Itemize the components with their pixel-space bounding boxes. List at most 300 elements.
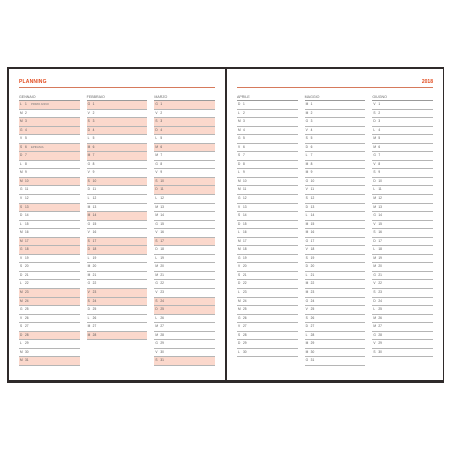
day-row[interactable] bbox=[237, 118, 298, 127]
day-row[interactable] bbox=[372, 332, 433, 341]
weekday-initial: D bbox=[87, 127, 90, 132]
day-row[interactable] bbox=[372, 272, 433, 281]
weekday-initial: V bbox=[20, 255, 23, 260]
day-number: 24 bbox=[92, 298, 97, 303]
weekday-initial: V bbox=[155, 230, 158, 235]
day-number: 28 bbox=[160, 332, 164, 337]
weekday-initial: L bbox=[238, 349, 240, 354]
day-number: 19 bbox=[25, 255, 29, 260]
weekday-initial: M bbox=[155, 332, 158, 337]
day-number: 1 bbox=[310, 102, 313, 106]
day-row[interactable] bbox=[305, 212, 366, 221]
weekday-initial: V bbox=[155, 110, 158, 115]
day-row[interactable] bbox=[372, 186, 433, 195]
day-number: 26 bbox=[25, 315, 29, 320]
day-row[interactable] bbox=[237, 169, 298, 178]
day-number: 27 bbox=[92, 324, 97, 329]
day-row[interactable] bbox=[19, 221, 80, 230]
day-row[interactable] bbox=[87, 169, 148, 178]
day-row[interactable] bbox=[154, 161, 215, 170]
day-row[interactable] bbox=[87, 204, 148, 213]
day-row[interactable] bbox=[305, 144, 366, 153]
day-row[interactable] bbox=[237, 289, 298, 298]
day-number: 16 bbox=[92, 230, 97, 235]
day-row[interactable] bbox=[154, 204, 215, 213]
day-row[interactable] bbox=[19, 272, 80, 281]
day-row[interactable] bbox=[372, 101, 433, 110]
day-number: 6 bbox=[160, 144, 163, 149]
day-row[interactable] bbox=[87, 229, 148, 238]
day-row[interactable] bbox=[237, 110, 298, 119]
day-row[interactable] bbox=[19, 255, 80, 264]
day-row[interactable] bbox=[19, 323, 80, 332]
weekday-initial: L bbox=[20, 221, 22, 226]
day-row[interactable] bbox=[87, 144, 148, 153]
day-row[interactable] bbox=[237, 144, 298, 153]
weekday-initial: D bbox=[155, 187, 158, 192]
day-number: 9 bbox=[25, 170, 27, 175]
day-row[interactable] bbox=[237, 238, 298, 247]
day-row[interactable] bbox=[87, 315, 148, 324]
day-row[interactable] bbox=[305, 195, 366, 204]
day-row[interactable] bbox=[154, 169, 215, 178]
day-row[interactable] bbox=[87, 195, 148, 204]
day-row[interactable] bbox=[154, 186, 215, 195]
weekday-initial: M bbox=[373, 255, 376, 260]
day-row[interactable] bbox=[154, 152, 215, 161]
day-row[interactable] bbox=[237, 255, 298, 264]
day-row[interactable] bbox=[154, 255, 215, 264]
day-row[interactable] bbox=[154, 101, 215, 110]
day-row[interactable] bbox=[19, 195, 80, 204]
weekday-initial: L bbox=[305, 153, 308, 158]
day-row[interactable] bbox=[372, 306, 433, 315]
day-row[interactable] bbox=[305, 255, 366, 264]
day-row[interactable] bbox=[372, 255, 433, 264]
day-row[interactable] bbox=[154, 289, 215, 298]
day-row[interactable] bbox=[372, 127, 433, 136]
day-row[interactable] bbox=[154, 246, 215, 255]
day-row[interactable] bbox=[305, 229, 366, 238]
day-row[interactable] bbox=[305, 101, 366, 110]
day-row[interactable] bbox=[87, 255, 148, 264]
weekday-initial: V bbox=[238, 144, 241, 149]
day-number: 22 bbox=[92, 281, 97, 286]
day-row[interactable] bbox=[154, 195, 215, 204]
day-number: 23 bbox=[92, 290, 97, 295]
day-row[interactable] bbox=[19, 178, 80, 187]
weekday-initial: S bbox=[373, 170, 376, 175]
day-row[interactable] bbox=[87, 118, 148, 127]
day-number: 13 bbox=[378, 204, 382, 209]
day-row[interactable] bbox=[372, 298, 433, 307]
day-row[interactable] bbox=[372, 178, 433, 187]
day-row[interactable] bbox=[305, 306, 366, 315]
weekday-initial: D bbox=[305, 204, 308, 209]
weekday-initial: D bbox=[373, 178, 376, 183]
day-row[interactable] bbox=[237, 195, 298, 204]
day-note: EPIFANIA bbox=[31, 144, 44, 149]
day-row[interactable] bbox=[87, 323, 148, 332]
day-number: 15 bbox=[160, 221, 164, 226]
day-row[interactable] bbox=[372, 315, 433, 324]
day-number: 17 bbox=[310, 238, 315, 243]
day-row[interactable] bbox=[305, 178, 366, 187]
day-number: 15 bbox=[243, 221, 247, 226]
day-row[interactable] bbox=[87, 298, 148, 307]
page-year: 2018 bbox=[421, 79, 433, 85]
day-row[interactable] bbox=[87, 212, 148, 221]
day-number: 31 bbox=[310, 358, 315, 363]
day-row[interactable] bbox=[87, 178, 148, 187]
day-row[interactable] bbox=[372, 195, 433, 204]
day-row[interactable] bbox=[19, 161, 80, 170]
day-number: 13 bbox=[92, 204, 97, 209]
day-row[interactable] bbox=[305, 161, 366, 170]
day-row[interactable] bbox=[237, 212, 298, 221]
weekday-initial: D bbox=[20, 213, 23, 218]
day-row[interactable] bbox=[19, 246, 80, 255]
day-row[interactable] bbox=[372, 349, 433, 358]
weekday-initial: G bbox=[155, 221, 158, 226]
day-row[interactable] bbox=[154, 110, 215, 119]
weekday-initial: V bbox=[305, 307, 308, 312]
weekday-initial: M bbox=[20, 290, 23, 295]
day-number: 5 bbox=[92, 136, 95, 141]
day-row[interactable] bbox=[154, 212, 215, 221]
day-row[interactable] bbox=[305, 272, 366, 281]
day-row[interactable] bbox=[305, 332, 366, 341]
day-row[interactable] bbox=[237, 340, 298, 349]
weekday-initial: S bbox=[20, 144, 23, 149]
page-title: PLANNING bbox=[19, 79, 47, 85]
weekday-initial: G bbox=[155, 161, 158, 166]
month-column bbox=[154, 95, 215, 366]
day-row[interactable] bbox=[372, 246, 433, 255]
day-row[interactable] bbox=[372, 212, 433, 221]
weekday-initial: D bbox=[155, 127, 158, 132]
day-number: 30 bbox=[310, 349, 315, 354]
day-row[interactable] bbox=[87, 246, 148, 255]
day-row[interactable] bbox=[19, 238, 80, 247]
day-number: 7 bbox=[378, 153, 381, 158]
weekday-initial: S bbox=[238, 272, 241, 277]
day-number: 3 bbox=[92, 119, 95, 124]
day-row[interactable] bbox=[154, 118, 215, 127]
day-row[interactable] bbox=[237, 263, 298, 272]
weekday-initial: M bbox=[87, 332, 91, 337]
day-number: 23 bbox=[243, 290, 247, 295]
day-row[interactable] bbox=[305, 246, 366, 255]
day-number: 20 bbox=[160, 264, 164, 269]
day-row[interactable] bbox=[19, 144, 80, 153]
weekday-initial: D bbox=[373, 119, 376, 124]
day-number: 26 bbox=[243, 315, 247, 320]
day-row[interactable] bbox=[87, 135, 148, 144]
day-row[interactable] bbox=[154, 263, 215, 272]
day-row[interactable] bbox=[19, 280, 80, 289]
day-row[interactable] bbox=[305, 238, 366, 247]
day-row[interactable] bbox=[154, 127, 215, 136]
day-row[interactable] bbox=[237, 323, 298, 332]
day-row[interactable] bbox=[87, 127, 148, 136]
day-row[interactable] bbox=[19, 298, 80, 307]
day-number: 3 bbox=[25, 119, 27, 124]
day-row[interactable] bbox=[87, 306, 148, 315]
day-row[interactable] bbox=[154, 349, 215, 358]
day-row[interactable] bbox=[237, 315, 298, 324]
day-row[interactable] bbox=[19, 152, 80, 161]
weekday-initial: D bbox=[155, 307, 158, 312]
weekday-initial: V bbox=[87, 110, 90, 115]
weekday-initial: G bbox=[238, 255, 241, 260]
day-row[interactable] bbox=[305, 315, 366, 324]
day-row[interactable] bbox=[305, 340, 366, 349]
day-row[interactable] bbox=[372, 263, 433, 272]
weekday-initial: L bbox=[87, 315, 90, 320]
day-row[interactable] bbox=[154, 144, 215, 153]
day-row[interactable] bbox=[372, 169, 433, 178]
day-row[interactable] bbox=[154, 298, 215, 307]
day-row[interactable] bbox=[19, 169, 80, 178]
day-row[interactable] bbox=[154, 315, 215, 324]
day-row[interactable] bbox=[19, 332, 80, 341]
day-number: 10 bbox=[25, 178, 29, 183]
day-number: 14 bbox=[378, 213, 382, 218]
day-row[interactable] bbox=[372, 289, 433, 298]
weekday-initial: S bbox=[20, 264, 23, 269]
day-row[interactable] bbox=[305, 135, 366, 144]
day-row[interactable] bbox=[154, 323, 215, 332]
day-number: 14 bbox=[243, 213, 247, 218]
day-row[interactable] bbox=[237, 186, 298, 195]
day-row[interactable] bbox=[237, 349, 298, 358]
day-row[interactable] bbox=[19, 315, 80, 324]
day-row[interactable] bbox=[305, 204, 366, 213]
day-row[interactable] bbox=[19, 186, 80, 195]
day-row[interactable] bbox=[19, 263, 80, 272]
day-row[interactable] bbox=[237, 272, 298, 281]
day-number: 20 bbox=[310, 264, 315, 269]
day-row[interactable] bbox=[154, 332, 215, 341]
day-number: 23 bbox=[378, 290, 382, 295]
weekday-initial: S bbox=[373, 230, 376, 235]
day-row[interactable] bbox=[154, 340, 215, 349]
weekday-initial: V bbox=[373, 161, 376, 166]
day-row[interactable] bbox=[19, 289, 80, 298]
day-row[interactable] bbox=[19, 306, 80, 315]
weekday-initial: M bbox=[87, 272, 91, 277]
day-number: 13 bbox=[25, 204, 29, 209]
day-row[interactable] bbox=[305, 110, 366, 119]
day-row[interactable] bbox=[19, 204, 80, 213]
day-row[interactable] bbox=[305, 118, 366, 127]
day-row[interactable] bbox=[372, 323, 433, 332]
day-row[interactable] bbox=[372, 221, 433, 230]
day-row[interactable] bbox=[154, 178, 215, 187]
day-row[interactable] bbox=[305, 357, 366, 366]
day-number: 13 bbox=[160, 204, 164, 209]
day-number: 18 bbox=[378, 247, 382, 252]
weekday-initial: L bbox=[373, 247, 376, 252]
day-row[interactable] bbox=[237, 221, 298, 230]
day-row[interactable] bbox=[305, 186, 366, 195]
day-row[interactable] bbox=[305, 289, 366, 298]
day-row[interactable] bbox=[19, 135, 80, 144]
day-row[interactable] bbox=[19, 212, 80, 221]
day-row[interactable] bbox=[154, 238, 215, 247]
day-row[interactable] bbox=[154, 306, 215, 315]
day-number: 4 bbox=[160, 127, 163, 132]
day-row[interactable] bbox=[372, 204, 433, 213]
day-number: 7 bbox=[25, 153, 27, 158]
day-number: 4 bbox=[92, 127, 95, 132]
weekday-initial: M bbox=[87, 153, 91, 158]
day-row[interactable] bbox=[87, 152, 148, 161]
day-row[interactable] bbox=[154, 221, 215, 230]
day-row[interactable] bbox=[305, 298, 366, 307]
weekday-initial: V bbox=[155, 290, 158, 295]
day-row[interactable] bbox=[372, 229, 433, 238]
day-row[interactable] bbox=[237, 135, 298, 144]
day-number: 6 bbox=[92, 144, 95, 149]
weekday-initial: S bbox=[373, 290, 376, 295]
weekday-initial: M bbox=[20, 238, 23, 243]
month-name: MARZO bbox=[154, 95, 215, 101]
day-number: 12 bbox=[310, 196, 315, 201]
day-row[interactable] bbox=[87, 186, 148, 195]
weekday-initial: M bbox=[87, 264, 91, 269]
day-number: 17 bbox=[243, 238, 247, 243]
day-row[interactable] bbox=[87, 101, 148, 110]
weekday-initial: M bbox=[238, 298, 241, 303]
day-row[interactable] bbox=[372, 340, 433, 349]
day-row[interactable] bbox=[154, 272, 215, 281]
weekday-initial: S bbox=[155, 298, 158, 303]
day-row[interactable] bbox=[87, 289, 148, 298]
day-row[interactable] bbox=[237, 280, 298, 289]
day-row[interactable] bbox=[87, 110, 148, 119]
weekday-initial: L bbox=[238, 290, 240, 295]
day-row[interactable] bbox=[305, 152, 366, 161]
day-row[interactable] bbox=[305, 221, 366, 230]
day-number: 30 bbox=[243, 349, 247, 354]
day-row[interactable] bbox=[237, 246, 298, 255]
day-number: 2 bbox=[92, 110, 95, 115]
weekday-initial: M bbox=[305, 170, 309, 175]
day-row[interactable] bbox=[237, 229, 298, 238]
day-row[interactable] bbox=[237, 127, 298, 136]
day-row[interactable] bbox=[372, 280, 433, 289]
day-row[interactable] bbox=[154, 357, 215, 366]
day-number: 27 bbox=[25, 324, 29, 329]
day-row[interactable] bbox=[237, 332, 298, 341]
weekday-initial: S bbox=[373, 110, 376, 115]
day-row[interactable] bbox=[19, 340, 80, 349]
day-number: 8 bbox=[160, 161, 163, 166]
weekday-initial: M bbox=[155, 144, 158, 149]
right-month-columns bbox=[237, 95, 433, 366]
day-row[interactable] bbox=[372, 110, 433, 119]
day-row[interactable] bbox=[87, 272, 148, 281]
day-row[interactable] bbox=[305, 349, 366, 358]
day-row[interactable] bbox=[305, 127, 366, 136]
weekday-initial: M bbox=[155, 153, 158, 158]
day-number: 19 bbox=[378, 255, 382, 260]
day-row[interactable] bbox=[19, 349, 80, 358]
day-row[interactable] bbox=[372, 118, 433, 127]
day-row[interactable] bbox=[305, 323, 366, 332]
day-number: 9 bbox=[378, 170, 381, 175]
weekday-initial: S bbox=[238, 213, 241, 218]
day-number: 8 bbox=[92, 161, 95, 166]
day-row[interactable] bbox=[87, 263, 148, 272]
day-number: 28 bbox=[25, 332, 29, 337]
day-row[interactable] bbox=[19, 229, 80, 238]
day-number: 1 bbox=[243, 102, 245, 106]
weekday-initial: G bbox=[373, 332, 376, 337]
day-row[interactable] bbox=[237, 152, 298, 161]
day-row[interactable] bbox=[237, 161, 298, 170]
day-row[interactable] bbox=[154, 280, 215, 289]
day-row[interactable] bbox=[154, 229, 215, 238]
weekday-initial: G bbox=[155, 102, 158, 106]
day-row[interactable] bbox=[372, 152, 433, 161]
day-number: 16 bbox=[310, 230, 315, 235]
day-number: 16 bbox=[160, 230, 164, 235]
day-row[interactable] bbox=[372, 238, 433, 247]
day-row[interactable] bbox=[19, 101, 80, 110]
day-number: 12 bbox=[92, 196, 97, 201]
day-number: 29 bbox=[378, 341, 382, 346]
day-row[interactable] bbox=[305, 280, 366, 289]
day-row[interactable] bbox=[372, 161, 433, 170]
day-row[interactable] bbox=[305, 263, 366, 272]
day-row[interactable] bbox=[237, 298, 298, 307]
day-row[interactable] bbox=[87, 221, 148, 230]
weekday-initial: D bbox=[238, 102, 241, 106]
weekday-initial: V bbox=[238, 264, 241, 269]
day-row[interactable] bbox=[237, 178, 298, 187]
weekday-initial: V bbox=[155, 349, 158, 354]
day-number: 21 bbox=[92, 272, 97, 277]
weekday-initial: M bbox=[155, 213, 158, 218]
day-row[interactable] bbox=[87, 161, 148, 170]
day-number: 21 bbox=[310, 272, 315, 277]
day-row[interactable] bbox=[237, 306, 298, 315]
day-row[interactable] bbox=[87, 332, 148, 341]
day-row[interactable] bbox=[19, 110, 80, 119]
day-row[interactable] bbox=[19, 127, 80, 136]
weekday-initial: L bbox=[20, 341, 22, 346]
day-row[interactable] bbox=[19, 118, 80, 127]
day-row[interactable] bbox=[237, 101, 298, 110]
weekday-initial: D bbox=[20, 272, 23, 277]
day-row[interactable] bbox=[237, 204, 298, 213]
day-row[interactable] bbox=[154, 135, 215, 144]
day-row[interactable] bbox=[372, 135, 433, 144]
month-column bbox=[19, 95, 80, 366]
day-number: 4 bbox=[310, 127, 313, 132]
day-row[interactable] bbox=[19, 357, 80, 366]
day-row[interactable] bbox=[372, 144, 433, 153]
day-row[interactable] bbox=[305, 169, 366, 178]
day-row[interactable] bbox=[87, 238, 148, 247]
day-row[interactable] bbox=[87, 280, 148, 289]
weekday-initial: D bbox=[155, 247, 158, 252]
weekday-initial: G bbox=[373, 213, 376, 218]
day-number: 2 bbox=[25, 110, 27, 115]
